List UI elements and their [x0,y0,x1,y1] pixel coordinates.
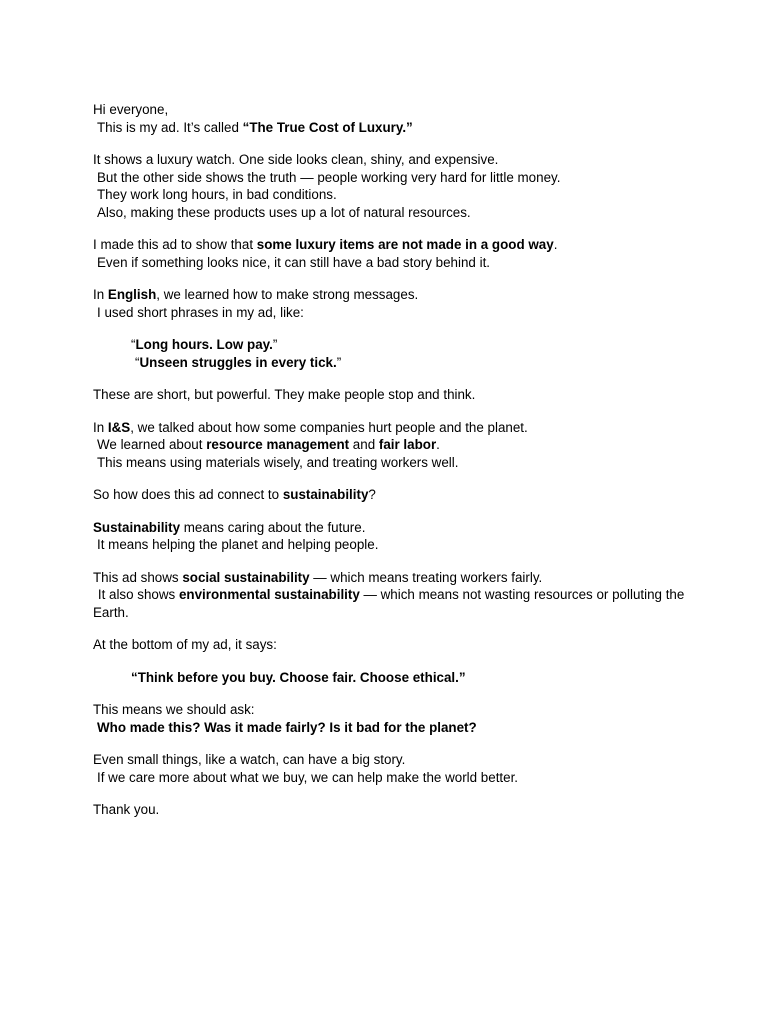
paragraph-watch [93,151,693,221]
thanks-line: Thank you. [93,802,160,817]
document-body [93,101,693,834]
types-line-2 [93,586,693,621]
quote-2-open: “ [135,354,140,370]
watch-line-3: They work long hours, in bad conditions. [97,187,337,202]
quote-1-close: ” [272,337,278,352]
paragraph-powerful [93,386,693,404]
ask-line-2 [93,719,693,737]
paragraph-thanks [93,801,693,819]
is-resource-management: resource management [206,437,350,452]
types-environmental: environmental sustainability [178,587,360,602]
connect-end: ? [368,487,376,502]
types-also: It also shows [97,587,179,602]
ad-title: “The True Cost of Luxury.” [242,119,413,135]
english-line-2: I used short phrases in my ad, like: [97,304,304,320]
powerful-line: These are short, but powerful. They make people stop and think. [93,387,476,402]
greeting-line: Hi everyone, [93,102,169,117]
types-line-1 [93,569,693,587]
purpose-end: . [553,237,558,252]
ask-line-1: This means we should ask: [93,702,255,717]
english-line-1 [93,286,693,304]
paragraph-is [93,419,693,472]
ask-questions: Who made this? Was it made fairly? Is it bad for the planet? [97,719,477,735]
watch-line-4: Also, making these products uses up a lot of natural resources. [97,204,471,220]
purpose-emphasis: some luxury items are not made in a good way [256,237,554,252]
is-period: . [436,437,440,452]
paragraph-ask [93,701,693,736]
paragraph-english [93,286,693,321]
watch-line-2: But the other side shows the truth — people working very hard for little money. [97,169,561,185]
connect-intro: So how does this ad connect to [93,487,283,502]
ad-title-intro: This is my ad. It’s called [97,119,243,135]
is-rest: , we talked about how some companies hurt people and the planet. [130,419,528,435]
paragraph-bottom [93,636,693,654]
definition-term: Sustainability [93,519,181,535]
bottom-line: At the bottom of my ad, it says: [93,637,277,652]
quote-1 [93,336,693,354]
is-line-2 [93,436,693,454]
paragraph-story [93,751,693,786]
story-line-2: If we care more about what we buy, we can help make the world better. [97,769,519,785]
types-intro: This ad shows [93,569,183,585]
ad-title-line [93,119,693,137]
quote-1-open: “ [131,337,136,352]
types-social-desc: — which means treating workers fairly. [309,569,543,585]
quote-1-text: Long hours. Low pay. [135,337,273,352]
definition-line-1 [93,519,693,537]
is-line-1 [93,419,693,437]
quote-2 [93,354,693,372]
quote-2-close: ” [336,354,342,370]
paragraph-definition [93,519,693,554]
definition-text: means caring about the future. [180,519,366,535]
is-and: and [349,437,379,452]
connect-line [93,486,693,504]
purpose-line-1 [93,236,693,254]
paragraph-purpose [93,236,693,271]
definition-line-2: It means helping the planet and helping people. [97,537,379,552]
connect-sustainability: sustainability [282,487,369,502]
paragraph-greeting [93,101,693,136]
slogan-block [93,669,693,687]
paragraph-connect [93,486,693,504]
paragraph-types [93,569,693,622]
slogan-text: “Think before you buy. Choose fair. Choose ethical.” [131,669,466,685]
quote-block [93,336,693,371]
types-environmental-desc: — which means not wasting resources or polluting the Earth. [93,587,685,620]
english-rest: , we learned how to make strong messages. [156,287,419,302]
is-line-3: This means using materials wisely, and treating workers well. [97,454,459,470]
is-subject: I&S [107,419,131,435]
is-fair-labor: fair labor [378,437,437,452]
english-subject: English [107,287,157,302]
slogan-line [93,669,693,687]
is-intro: In [93,419,108,435]
english-intro: In [93,287,108,302]
is-learned: We learned about [97,437,207,452]
quote-2-text: Unseen struggles in every tick. [139,354,337,370]
purpose-line-2: Even if something looks nice, it can still have a bad story behind it. [97,254,491,270]
purpose-intro: I made this ad to show that [93,237,257,252]
watch-line-1: It shows a luxury watch. One side looks clean, shiny, and expensive. [93,152,499,167]
types-social: social sustainability [182,569,310,585]
story-line-1: Even small things, like a watch, can have a big story. [93,752,406,767]
